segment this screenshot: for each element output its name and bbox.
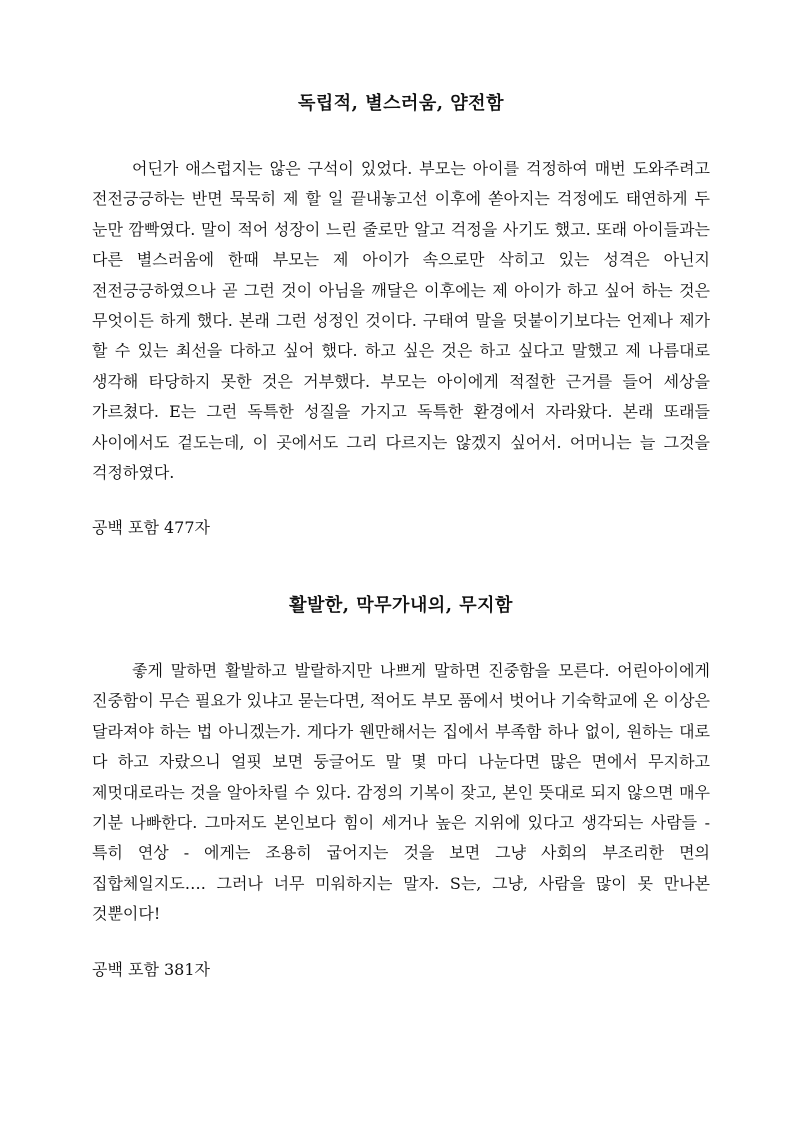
section-independent [92,90,710,540]
section-lively [92,592,710,982]
character-count: 공백 포함 381자 [92,959,210,979]
section-title: 독립적, 별스러움, 얌전함 [298,93,504,114]
section-body: 어딘가 애스럽지는 않은 구석이 있었다. 부모는 아이를 걱정하여 매번 도와주려고 전전긍긍하는 반면 묵묵히 제 할 일 끝내놓고선 이후에 쏟아지는 걱정에도 태연하게 두 눈만 깜빡였다. 말이 적어 성장이 느린 줄로만 알고 걱정을 사기도 했고. 또래 아이들과는 다른 별스러움에 한때 부모는 제 아이가 속으로만 삭히고 있는 성격은 아닌지 전전긍긍하였으나 곧 그런 것이 아님을 깨달은 이후에는 제 아이가 하고 싶어 하는 것은 무엇이든 하게 했다. 본래 그런 성정인 것이다. 구태여 말을 덧붙이기보다는 언제나 제가 할 수 있는 최선을 다하고 싶어 했다. 하고 싶은 것은 하고 싶다고 말했고 제 나름대로 생각해 타당하지 못한 것은 거부했다. 부모는 아이에게 적절한 근거를 들어 세상을 가르쳤다. E는 그런 독특한 성질을 가지고 독특한 환경에서 자라왔다. 본래 또래들 사이에서도 겉도는데, 이 곳에서도 그리 다르지는 않겠지 싶어서. 어머니는 늘 그것을 걱정하였다. [92,159,710,483]
section-body: 좋게 말하면 활발하고 발랄하지만 나쁘게 말하면 진중함을 모른다. 어린아이에게 진중함이 무슨 필요가 있냐고 묻는다면, 적어도 부모 품에서 벗어나 기숙학교에 온 이상은 달라져야 하는 법 아니겠는가. 게다가 웬만해서는 집에서 부족함 하나 없이, 원하는 대로 다 하고 자랐으니 얼핏 보면 둥글어도 말 몇 마디 나눈다면 많은 면에서 무지하고 제멋대로라는 것을 알아차릴 수 있다. 감정의 기복이 잦고, 본인 뜻대로 되지 않으면 매우 기분 나빠한다. 그마저도 본인보다 힘이 세거나 높은 지위에 있다고 생각되는 사람들 - 특히 연상 - 에게는 조용히 굽어지는 것을 보면 그냥 사회의 부조리한 면의 집합체일지도…. 그러나 너무 미워하지는 말자. S는, 그냥, 사람을 많이 못 만나본 것뿐이다! [92,661,710,924]
character-count: 공백 포함 477자 [92,518,210,538]
section-title: 활발한, 막무가내의, 무지함 [289,595,513,616]
